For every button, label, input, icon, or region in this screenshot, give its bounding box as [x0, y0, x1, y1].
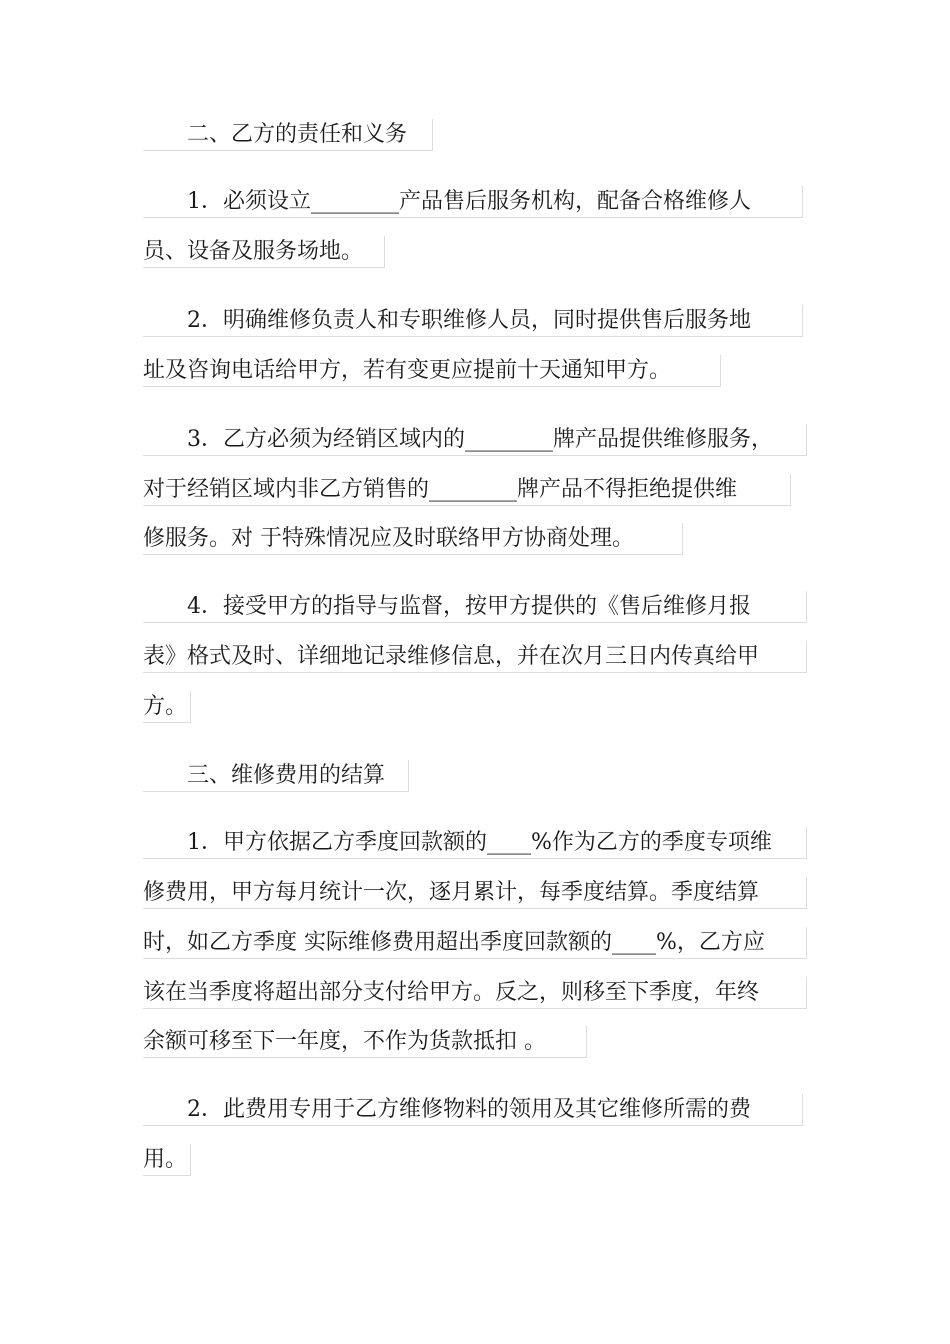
section-heading-party-b-duties: 二、乙方的责任和义务: [143, 119, 433, 151]
paragraph-line: 员、设备及服务场地。: [143, 236, 385, 268]
paragraph-line: 余额可移至下一年度，不作为货款抵扣 。: [143, 1026, 587, 1058]
paragraph-line: 2．明确维修负责人和专职维修人员，同时提供售后服务地: [143, 305, 803, 337]
paragraph-line: 1．甲方依据乙方季度回款额的____%作为乙方的季度专项维: [143, 827, 807, 859]
paragraph-line: 4．接受甲方的指导与监督，按甲方提供的《售后维修月报: [143, 591, 807, 623]
paragraph-line: 2．此费用专用于乙方维修物料的领用及其它维修所需的费: [143, 1094, 803, 1126]
paragraph-line: 用。: [143, 1144, 191, 1176]
paragraph-line: 址及咨询电话给甲方，若有变更应提前十天通知甲方。: [143, 355, 721, 387]
paragraph-line: 表》格式及时、详细地记录维修信息，并在次月三日内传真给甲: [143, 641, 807, 673]
paragraph-line: 方。: [143, 691, 191, 723]
paragraph-line: 修费用，甲方每月统计一次，逐月累计，每季度结算。季度结算: [143, 877, 807, 909]
paragraph-line: 对于经销区域内非乙方销售的________牌产品不得拒绝提供维: [143, 474, 791, 506]
paragraph-line: 1．必须设立________产品售后服务机构，配备合格维修人: [143, 186, 803, 218]
paragraph-line: 3．乙方必须为经销区域内的________牌产品提供维修服务，: [143, 424, 807, 456]
paragraph-line: 该在当季度将超出部分支付给甲方。反之，则移至下季度，年终: [143, 977, 807, 1009]
paragraph-line: 时，如乙方季度 实际维修费用超出季度回款额的____%，乙方应: [143, 927, 807, 959]
section-heading-maintenance-fee-settlement: 三、维修费用的结算: [143, 760, 409, 792]
paragraph-line: 修服务。对 于特殊情况应及时联络甲方协商处理。: [143, 523, 683, 555]
